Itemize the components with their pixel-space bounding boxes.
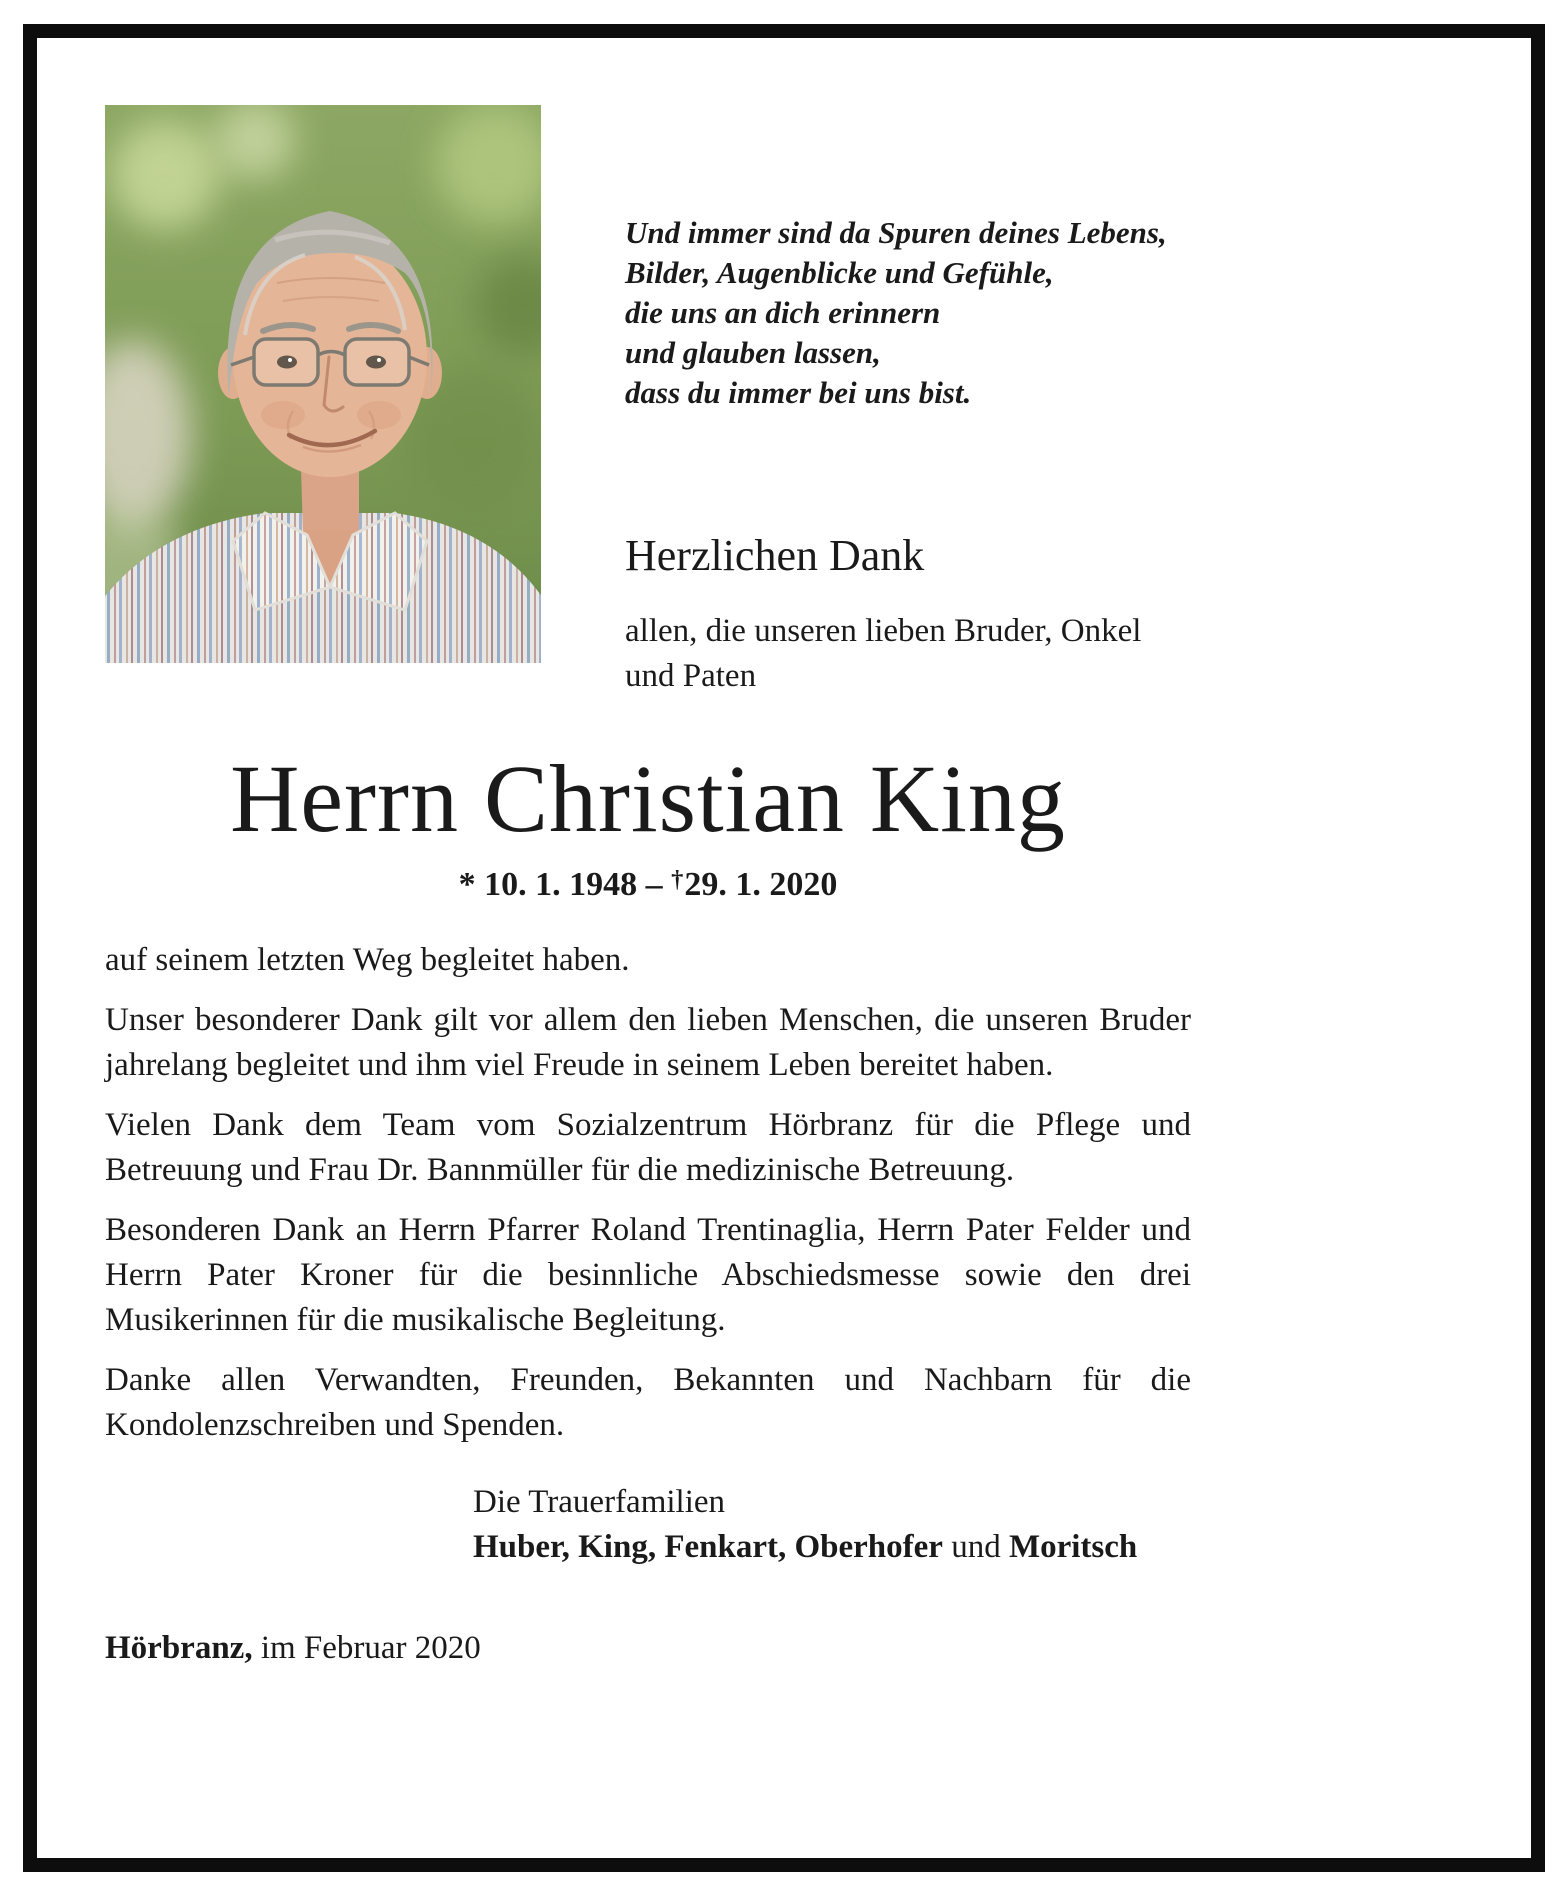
family-names-last: Moritsch bbox=[1008, 1529, 1138, 1565]
date-separator: – bbox=[645, 866, 663, 903]
death-cross-symbol: † bbox=[671, 866, 684, 894]
body-paragraph: Vielen Dank dem Team vom Sozialzentrum Hörbranz für die Pflege und Betreuung und Frau Dr. Bannmüller für die medizinische Betreuung. bbox=[105, 1107, 1191, 1188]
deceased-name: Herrn Christian King bbox=[230, 745, 1066, 852]
mourning-families bbox=[473, 1480, 1191, 1570]
memorial-card bbox=[23, 24, 1545, 1872]
body-paragraph: auf seinem letzten Weg begleitet haben. bbox=[105, 942, 630, 978]
poem-line: die uns an dich erinnern bbox=[625, 295, 941, 330]
poem-line: Bilder, Augenblicke und Gefühle, bbox=[625, 255, 1054, 290]
families-conjunction: und bbox=[951, 1529, 1001, 1565]
poem-line: und glauben lassen, bbox=[625, 335, 881, 370]
place-and-date bbox=[105, 1626, 1191, 1671]
thanks-heading: Herzlichen Dank bbox=[625, 531, 925, 580]
families-names bbox=[473, 1525, 1191, 1570]
poem-line: dass du immer bei uns bist. bbox=[625, 375, 972, 410]
place-label: Hörbranz, bbox=[105, 1630, 253, 1666]
salutation-text: allen, die unseren lieben Bruder, Onkel und Paten bbox=[625, 613, 1142, 694]
family-names-first: Huber, King, Fenkart, Oberhofer bbox=[473, 1529, 943, 1565]
life-dates bbox=[105, 865, 1191, 908]
card-content bbox=[105, 105, 1191, 1671]
body-paragraph: Unser besonderer Dank gilt vor allem den lieben Menschen, die unseren Bruder jahrelang begleitet und ihm viel Freude in seinem Leben bereitet haben. bbox=[105, 1002, 1191, 1083]
memorial-poem bbox=[625, 213, 1191, 413]
birth-date: * 10. 1. 1948 bbox=[458, 866, 638, 903]
portrait-photo bbox=[105, 105, 541, 663]
families-label: Die Trauerfamilien bbox=[473, 1484, 726, 1520]
death-date: 29. 1. 2020 bbox=[684, 866, 838, 903]
body-paragraph: Besonderen Dank an Herrn Pfarrer Roland Trentinaglia, Herrn Pater Felder und Herrn Pater Kroner für die besinnliche Abschiedsmesse sowie den drei Musikerinnen für die musikalische Begleitung. bbox=[105, 1212, 1191, 1338]
portrait-illustration bbox=[105, 105, 541, 663]
right-column bbox=[625, 105, 1191, 699]
poem-line: Und immer sind da Spuren deines Lebens, bbox=[625, 215, 1167, 250]
top-row bbox=[105, 105, 1191, 699]
thank-you-text bbox=[105, 938, 1191, 1448]
date-label: im Februar 2020 bbox=[260, 1630, 481, 1666]
body-paragraph: Danke allen Verwandten, Freunden, Bekannten und Nachbarn für die Kondolenzschreiben und Spenden. bbox=[105, 1362, 1191, 1443]
